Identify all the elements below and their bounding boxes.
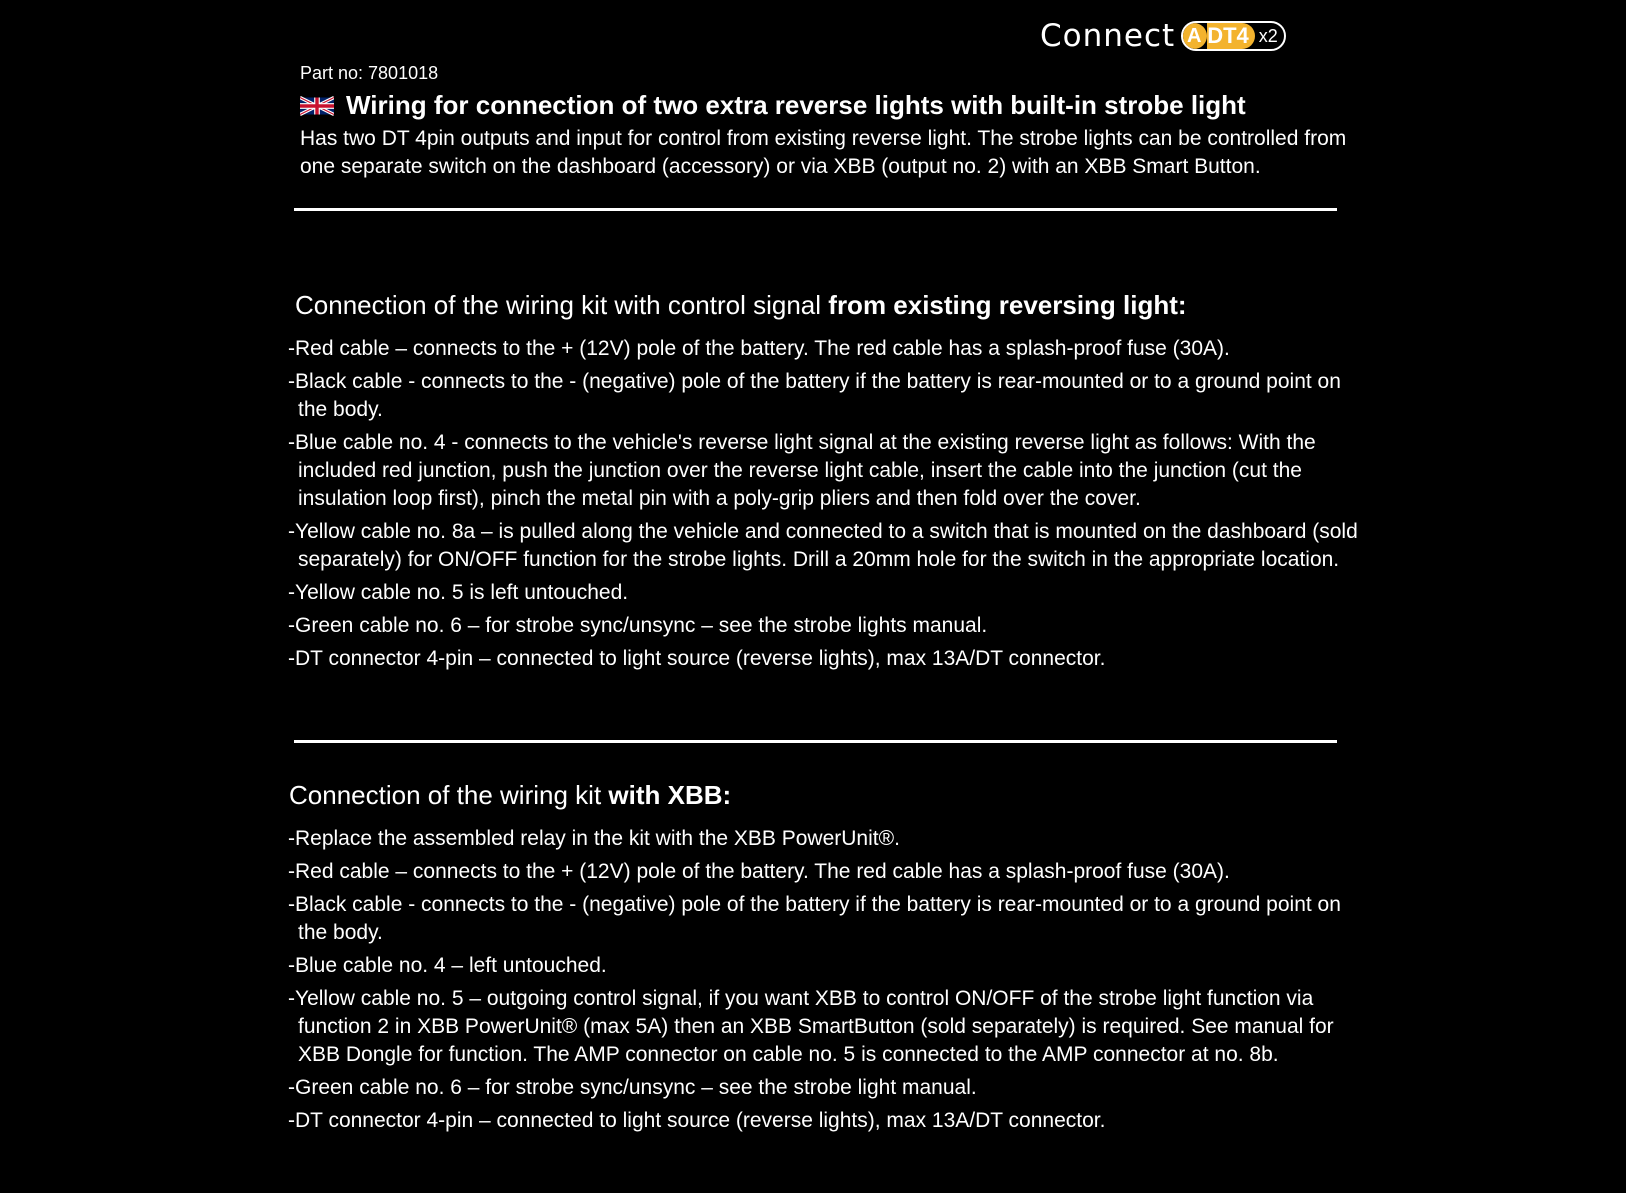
section-heading-bold: from existing reversing light: [828,290,1187,320]
uk-flag-icon [300,96,334,116]
list-item: -Blue cable no. 4 – left untouched. [288,954,607,977]
section-heading-plain: Connection of the wiring kit with control signal [295,290,829,320]
title-row [300,90,1246,121]
list-item: -Blue cable no. 4 - connects to the vehicle's reverse light signal at the existing reverse light as follows: With the included red junction, push the junction over the reverse light cable, insert the cable into the junction (cut the insulation loop first), pinch the metal pin with a poly-grip pliers and then fold over the cover. [288,431,1316,510]
divider [294,740,1337,743]
instruction-list-reversing-light [288,335,1368,678]
intro-paragraph: Has two DT 4pin outputs and input for control from existing reverse light. The strobe lights can be controlled from one separate switch on the dashboard (accessory) or via XBB (output no. 2) with an XBB Smart Button. [300,127,1347,178]
brand-logo [1040,18,1286,54]
list-item: -Black cable - connects to the - (negative) pole of the battery if the battery is rear-mounted or to a ground point on the body. [288,370,1341,421]
section-heading-plain: Connection of the wiring kit [289,780,609,810]
list-item: -DT connector 4-pin – connected to light source (reverse lights), max 13A/DT connector. [288,647,1106,670]
part-number: Part no: 7801018 [300,63,439,83]
document-title: Wiring for connection of two extra reverse lights with built-in strobe light [346,90,1246,120]
list-item: -Yellow cable no. 5 – outgoing control signal, if you want XBB to control ON/OFF of the strobe light function via function 2 in XBB PowerUnit® (max 5A) then an XBB SmartButton (sold separately) is required. See manual for XBB Dongle for function. The AMP connector on cable no. 5 is connected to the AMP connector at no. 8b. [288,987,1334,1066]
list-item: -Red cable – connects to the + (12V) pole of the battery. The red cable has a splash-proof fuse (30A). [288,337,1230,360]
list-item: -Red cable – connects to the + (12V) pole of the battery. The red cable has a splash-proof fuse (30A). [288,860,1230,883]
logo-badge [1181,21,1286,51]
list-item: -Black cable - connects to the - (negative) pole of the battery if the battery is rear-mounted or to a ground point on the body. [288,893,1341,944]
list-item: -Replace the assembled relay in the kit with the XBB PowerUnit®. [288,827,900,850]
logo-badge-dt: DT4 [1207,23,1255,49]
list-item: -Yellow cable no. 8a – is pulled along the vehicle and connected to a switch that is mounted on the dashboard (sold separately) for ON/OFF function for the strobe lights. Drill a 20mm hole for the switch in the appropriate location. [288,520,1358,571]
logo-badge-x: x2 [1258,25,1278,46]
list-item: -Yellow cable no. 5 is left untouched. [288,581,629,604]
logo-wordmark: Connect [1040,18,1176,54]
section-heading-reversing-light [295,290,1187,321]
list-item: -Green cable no. 6 – for strobe sync/unsync – see the strobe light manual. [288,1076,977,1099]
instruction-list-xbb [288,825,1368,1140]
logo-badge-a: A [1181,23,1207,49]
divider [294,208,1337,211]
section-heading-bold: with XBB: [608,780,732,810]
section-heading-xbb [289,780,731,811]
list-item: -DT connector 4-pin – connected to light source (reverse lights), max 13A/DT connector. [288,1109,1106,1132]
list-item: -Green cable no. 6 – for strobe sync/unsync – see the strobe lights manual. [288,614,988,637]
